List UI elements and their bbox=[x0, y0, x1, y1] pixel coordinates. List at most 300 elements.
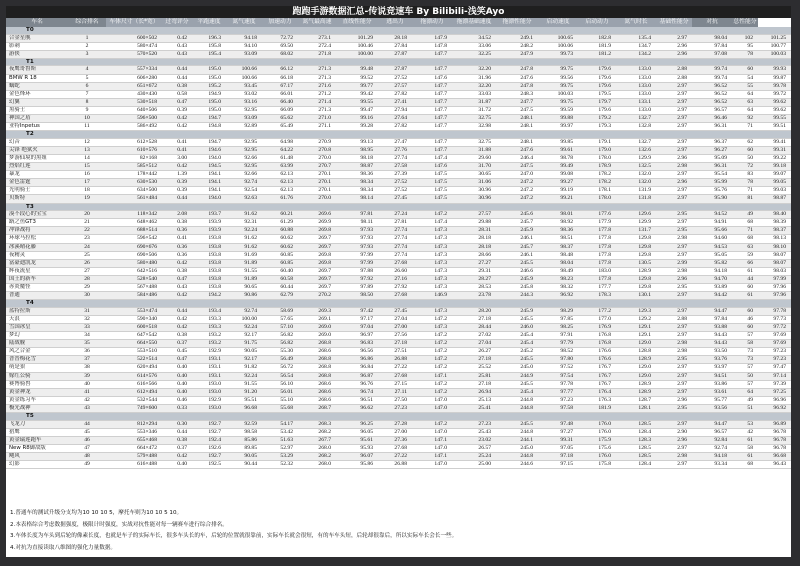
table-cell: 269.3 bbox=[298, 307, 336, 315]
table-cell: 96.78 bbox=[758, 436, 791, 444]
table-cell: 63 bbox=[732, 98, 758, 106]
table-cell: 4 bbox=[68, 66, 106, 74]
table-cell: 92.24 bbox=[226, 372, 262, 380]
table-cell: 27.36 bbox=[378, 436, 412, 444]
table-cell: 181.9 bbox=[578, 404, 616, 412]
car-name-cell: 萌是狠 bbox=[6, 364, 68, 372]
table-cell: 97.05 bbox=[538, 444, 578, 452]
table-cell: 25.13 bbox=[452, 396, 496, 404]
table-cell: 37 bbox=[68, 356, 106, 364]
table-cell: 29.31 bbox=[452, 267, 496, 275]
table-cell: 98.03 bbox=[758, 267, 791, 275]
table-cell: 2.98 bbox=[656, 348, 692, 356]
table-cell: 247.9 bbox=[496, 50, 538, 58]
table-cell: 270.9 bbox=[298, 138, 336, 146]
table-cell: 27.00 bbox=[378, 428, 412, 436]
table-cell: 132.5 bbox=[616, 163, 656, 171]
table-cell: 0.44 bbox=[162, 307, 192, 315]
table-cell: 101.25 bbox=[758, 34, 791, 42]
table-row bbox=[6, 171, 791, 179]
table-row bbox=[6, 356, 791, 364]
table-cell: 247.5 bbox=[496, 163, 538, 171]
table-cell: 27.45 bbox=[378, 195, 412, 203]
table-cell: 0.36 bbox=[162, 243, 192, 251]
table-cell: 99.62 bbox=[758, 98, 791, 106]
table-cell: 131.9 bbox=[616, 187, 656, 195]
car-name-cell: 天浪 bbox=[6, 315, 68, 323]
table-cell: 2.97 bbox=[656, 171, 692, 179]
table-cell: 0.42 bbox=[162, 115, 192, 123]
table-cell: 2.98 bbox=[656, 267, 692, 275]
table-row bbox=[6, 50, 791, 58]
table-cell: 96.37 bbox=[692, 138, 732, 146]
footnote: 4.对抗为直接读取八维图的强化力量数据。 bbox=[10, 544, 117, 551]
table-cell: 0.46 bbox=[162, 396, 192, 404]
table-cell: 2.88 bbox=[656, 66, 692, 74]
table-cell: 246.1 bbox=[496, 251, 538, 259]
table-cell: 193.0 bbox=[192, 380, 226, 388]
table-cell: 97.91 bbox=[538, 332, 578, 340]
table-cell: 99.78 bbox=[758, 82, 791, 90]
table-row bbox=[6, 90, 791, 98]
table-cell: 96.86 bbox=[336, 356, 378, 364]
table-cell: 65.62 bbox=[262, 115, 298, 123]
table-cell: 35 bbox=[68, 340, 106, 348]
car-name-cell: 国王的新车 bbox=[6, 275, 68, 283]
table-cell: 2.97 bbox=[656, 307, 692, 315]
table-cell: 179.0 bbox=[578, 146, 616, 154]
table-cell: 269.9 bbox=[298, 219, 336, 227]
table-cell: 66.12 bbox=[262, 66, 298, 74]
table-cell: 99.42 bbox=[336, 90, 378, 98]
table-cell: 98.37 bbox=[758, 227, 791, 235]
table-cell: 27.84 bbox=[378, 42, 412, 50]
table-cell: 129.8 bbox=[616, 284, 656, 292]
table-cell: 245.4 bbox=[496, 332, 538, 340]
table-cell: 2.96 bbox=[656, 396, 692, 404]
table-row bbox=[6, 461, 791, 469]
table-cell: 72 bbox=[732, 163, 758, 171]
table-cell: 68 bbox=[732, 219, 758, 227]
table-cell: 132.7 bbox=[616, 115, 656, 123]
table-cell: 31 bbox=[68, 307, 106, 315]
table-cell: 95.93 bbox=[336, 444, 378, 452]
table-cell: 27.68 bbox=[378, 444, 412, 452]
table-cell: 530×518 bbox=[106, 98, 162, 106]
table-row bbox=[6, 452, 791, 460]
table-cell: 269.7 bbox=[298, 267, 336, 275]
table-cell: 27.18 bbox=[452, 315, 496, 323]
table-cell: 193.7 bbox=[192, 211, 226, 219]
table-cell: 27.74 bbox=[378, 155, 412, 163]
car-name-cell: 游侠 bbox=[6, 50, 68, 58]
table-cell: 81 bbox=[732, 195, 758, 203]
car-name-cell: 猎鹰 bbox=[6, 428, 68, 436]
table-cell: 97.80 bbox=[538, 356, 578, 364]
table-cell: 27.92 bbox=[378, 284, 412, 292]
table-cell: 93.09 bbox=[226, 115, 262, 123]
table-cell: 177.8 bbox=[578, 275, 616, 283]
table-cell: 27.56 bbox=[378, 332, 412, 340]
table-cell: 100.46 bbox=[336, 42, 378, 50]
table-cell: 247.2 bbox=[496, 179, 538, 187]
table-cell: 2.97 bbox=[656, 90, 692, 98]
table-cell: 25 bbox=[68, 251, 106, 259]
table-row bbox=[6, 436, 791, 444]
table-cell: 49 bbox=[732, 211, 758, 219]
car-name-cell: 飓风 bbox=[6, 452, 68, 460]
table-cell: 97.08 bbox=[692, 50, 732, 58]
table-cell: 570×520 bbox=[106, 50, 162, 58]
table-cell: 27.04 bbox=[452, 340, 496, 348]
table-cell: 97.17 bbox=[336, 315, 378, 323]
table-cell: 246.4 bbox=[496, 155, 538, 163]
table-cell: 2.97 bbox=[656, 332, 692, 340]
table-cell: 7 bbox=[68, 90, 106, 98]
table-cell: 94.10 bbox=[226, 42, 262, 50]
tier-label: T2 bbox=[6, 131, 791, 139]
table-cell: 89.85 bbox=[226, 444, 262, 452]
table-cell: 63.99 bbox=[262, 163, 298, 171]
table-cell: 12 bbox=[68, 138, 106, 146]
table-cell: 28 bbox=[68, 275, 106, 283]
table-cell: 0.38 bbox=[162, 436, 192, 444]
table-row bbox=[6, 106, 791, 114]
table-cell: 96.52 bbox=[692, 90, 732, 98]
table-cell: 193.8 bbox=[192, 267, 226, 275]
table-cell: 129.8 bbox=[616, 243, 656, 251]
table-cell: 630×530 bbox=[106, 179, 162, 187]
table-cell: 55 bbox=[732, 82, 758, 90]
table-cell: 244.6 bbox=[496, 461, 538, 469]
table-cell: 99.61 bbox=[538, 146, 578, 154]
table-cell: 129.9 bbox=[616, 155, 656, 163]
car-name-cell: 暴龙 bbox=[6, 171, 68, 179]
table-cell: 0.39 bbox=[162, 179, 192, 187]
table-cell: 194.7 bbox=[192, 138, 226, 146]
table-cell: 97.42 bbox=[336, 307, 378, 315]
table-cell: 271.8 bbox=[298, 50, 336, 58]
table-cell: 147.3 bbox=[412, 267, 452, 275]
table-cell: 92.31 bbox=[226, 219, 262, 227]
table-cell: 91.55 bbox=[226, 380, 262, 388]
footnote: 3.车体长度为车头到后轮的像素长度，也就是车子的实际车长，很多车头长的车，后轮的位置就很靠前，实际车长就会很短，有的车车头短，后轮却很靠后，所以实际车长会长一些。 bbox=[10, 533, 458, 539]
table-cell: 94.43 bbox=[692, 332, 732, 340]
table-cell: 98.48 bbox=[538, 251, 578, 259]
table-cell: 3.00 bbox=[162, 155, 192, 163]
table-cell: 612×528 bbox=[106, 138, 162, 146]
table-cell: 268.6 bbox=[298, 396, 336, 404]
table-cell: 179.1 bbox=[578, 138, 616, 146]
table-cell: 664×550 bbox=[106, 340, 162, 348]
table-cell: 247.5 bbox=[496, 106, 538, 114]
table-cell: 95.90 bbox=[692, 195, 732, 203]
table-cell: 64 bbox=[732, 388, 758, 396]
table-cell: 99.59 bbox=[538, 106, 578, 114]
column-header: 对抗 bbox=[692, 18, 732, 27]
table-cell: 90.44 bbox=[226, 461, 262, 469]
table-cell: 2.95 bbox=[656, 356, 692, 364]
table-cell: 62.13 bbox=[262, 179, 298, 187]
table-cell: 130.1 bbox=[616, 292, 656, 300]
table-cell: 0.39 bbox=[162, 187, 192, 195]
table-cell: 71 bbox=[732, 123, 758, 131]
table-cell: 196.3 bbox=[192, 34, 226, 42]
table-cell: 99.49 bbox=[538, 163, 578, 171]
table-cell: 33 bbox=[68, 323, 106, 331]
table-cell: 90.65 bbox=[226, 284, 262, 292]
table-cell: 192.7 bbox=[192, 428, 226, 436]
table-cell: 268.0 bbox=[298, 444, 336, 452]
column-header: 综合排名 bbox=[68, 18, 106, 27]
car-name-cell: 梦幻 bbox=[6, 332, 68, 340]
table-row bbox=[6, 74, 791, 82]
table-cell: 147.1 bbox=[412, 436, 452, 444]
table-cell: 99.56 bbox=[538, 74, 578, 82]
table-cell: 31.70 bbox=[452, 163, 496, 171]
table-cell: 98.25 bbox=[538, 323, 578, 331]
table-cell: 96.62 bbox=[336, 404, 378, 412]
table-cell: 2.97 bbox=[656, 187, 692, 195]
table-cell: 147.4 bbox=[412, 219, 452, 227]
table-cell: 94.43 bbox=[692, 340, 732, 348]
table-cell: 27.27 bbox=[452, 259, 496, 267]
table-cell: 2.96 bbox=[656, 42, 692, 50]
table-cell: 129.0 bbox=[616, 372, 656, 380]
table-cell: 96.25 bbox=[336, 420, 378, 428]
tier-row bbox=[6, 58, 791, 66]
table-cell: 96.83 bbox=[336, 340, 378, 348]
table-cell: 132.7 bbox=[616, 138, 656, 146]
table-cell: 98.78 bbox=[538, 155, 578, 163]
table-cell: 96.92 bbox=[758, 404, 791, 412]
car-name-cell: 冰溪晴花藤 bbox=[6, 243, 68, 251]
table-cell: 56.82 bbox=[262, 340, 298, 348]
car-name-cell: 冲锋战将 bbox=[6, 227, 68, 235]
table-cell: 11 bbox=[68, 123, 106, 131]
table-cell: 2.96 bbox=[656, 179, 692, 187]
table-cell: 0.38 bbox=[162, 219, 192, 227]
table-cell: 91.55 bbox=[226, 267, 262, 275]
table-cell: 97.14 bbox=[758, 372, 791, 380]
table-cell: 56.54 bbox=[262, 372, 298, 380]
table-cell: 95.99 bbox=[692, 179, 732, 187]
table-cell: 46 bbox=[732, 315, 758, 323]
table-cell: 269.1 bbox=[298, 315, 336, 323]
table-cell: 100.65 bbox=[538, 34, 578, 42]
table-cell: 14 bbox=[68, 155, 106, 163]
table-cell: 32.20 bbox=[452, 66, 496, 74]
table-row bbox=[6, 323, 791, 331]
table-cell: 99.51 bbox=[758, 123, 791, 131]
table-cell: 195.0 bbox=[192, 74, 226, 82]
table-cell: 600×518 bbox=[106, 323, 162, 331]
table-cell: 245.7 bbox=[496, 243, 538, 251]
table-cell: 176.0 bbox=[578, 428, 616, 436]
table-cell: 92.95 bbox=[226, 106, 262, 114]
table-cell: 98.92 bbox=[538, 219, 578, 227]
car-name-cell: 尖锋 绝狱火 bbox=[6, 146, 68, 154]
table-cell: 98.23 bbox=[538, 275, 578, 283]
table-cell: 620×494 bbox=[106, 364, 162, 372]
table-cell: 66.01 bbox=[262, 90, 298, 98]
table-cell: 22 bbox=[68, 227, 106, 235]
table-cell: 96.31 bbox=[692, 163, 732, 171]
table-cell: 23 bbox=[68, 235, 106, 243]
table-cell: 269.6 bbox=[298, 211, 336, 219]
table-cell: 2.97 bbox=[656, 138, 692, 146]
table-cell: 63 bbox=[732, 243, 758, 251]
table-cell: 2.96 bbox=[656, 155, 692, 163]
table-row bbox=[6, 428, 791, 436]
table-cell: 95.54 bbox=[692, 171, 732, 179]
table-cell: 128.4 bbox=[616, 461, 656, 469]
table-cell: 99.93 bbox=[758, 66, 791, 74]
table-cell: 147.3 bbox=[412, 323, 452, 331]
table-cell: 27.47 bbox=[378, 138, 412, 146]
table-cell: 26.88 bbox=[378, 461, 412, 469]
table-cell: 98.58 bbox=[226, 428, 262, 436]
table-cell: 192.6 bbox=[192, 444, 226, 452]
table-cell: 2.95 bbox=[656, 404, 692, 412]
table-cell: 557×334 bbox=[106, 66, 162, 74]
table-cell: 32.75 bbox=[452, 115, 496, 123]
table-cell: 177.0 bbox=[578, 315, 616, 323]
table-cell: 0.42 bbox=[162, 163, 192, 171]
tier-label: T1 bbox=[6, 58, 791, 66]
table-cell: 272.4 bbox=[298, 42, 336, 50]
table-cell: 193.2 bbox=[192, 332, 226, 340]
table-row bbox=[6, 115, 791, 123]
table-cell: 245.5 bbox=[496, 420, 538, 428]
table-cell: 98.07 bbox=[758, 259, 791, 267]
table-cell: 0.40 bbox=[162, 388, 192, 396]
table-cell: 21 bbox=[68, 219, 106, 227]
table-cell: 57 bbox=[732, 364, 758, 372]
tier-row bbox=[6, 203, 791, 211]
table-cell: 42 bbox=[68, 396, 106, 404]
column-header: 过弯评分 bbox=[162, 18, 192, 27]
table-row bbox=[6, 364, 791, 372]
table-cell: 92.66 bbox=[226, 171, 262, 179]
table-row bbox=[6, 420, 791, 428]
tier-label: T3 bbox=[6, 203, 791, 211]
table-cell: 2.97 bbox=[656, 82, 692, 90]
table-cell: 60.62 bbox=[262, 243, 298, 251]
table-cell: 78 bbox=[732, 179, 758, 187]
table-row bbox=[6, 179, 791, 187]
table-cell: 246.0 bbox=[496, 323, 538, 331]
table-cell: 97.23 bbox=[538, 396, 578, 404]
table-cell: 27.50 bbox=[378, 396, 412, 404]
table-cell: 192.4 bbox=[192, 436, 226, 444]
table-cell: 72.72 bbox=[262, 34, 298, 42]
table-cell: 27.18 bbox=[378, 340, 412, 348]
table-cell: 244.8 bbox=[496, 428, 538, 436]
table-cell: 270.1 bbox=[298, 187, 336, 195]
table-cell: 56.01 bbox=[262, 388, 298, 396]
column-header: 启动动力 bbox=[578, 18, 616, 27]
table-cell: 0.40 bbox=[162, 380, 192, 388]
table-cell: 147.3 bbox=[412, 243, 452, 251]
table-cell: 38 bbox=[68, 364, 106, 372]
table-cell: 32.98 bbox=[452, 123, 496, 131]
car-name-cell: 富豪迪凯龙 bbox=[6, 259, 68, 267]
table-cell: 194.1 bbox=[192, 187, 226, 195]
table-row bbox=[6, 275, 791, 283]
table-cell: 96.74 bbox=[336, 388, 378, 396]
table-cell: 133.0 bbox=[616, 82, 656, 90]
table-cell: 95.77 bbox=[692, 396, 732, 404]
table-cell: 27.87 bbox=[378, 50, 412, 58]
table-cell: 132.0 bbox=[616, 171, 656, 179]
table-row bbox=[6, 396, 791, 404]
table-cell: 33.06 bbox=[452, 42, 496, 50]
table-cell: 28.18 bbox=[378, 34, 412, 42]
table-cell: 97.48 bbox=[538, 420, 578, 428]
table-cell: 147.2 bbox=[412, 332, 452, 340]
table-cell: 129.8 bbox=[616, 251, 656, 259]
table-cell: 128.7 bbox=[616, 396, 656, 404]
tier-row bbox=[6, 300, 791, 308]
table-cell: 269.7 bbox=[298, 243, 336, 251]
table-cell: 43 bbox=[68, 404, 106, 412]
table-body bbox=[6, 27, 791, 469]
table-cell: 27.39 bbox=[378, 171, 412, 179]
table-cell: 244.3 bbox=[496, 292, 538, 300]
table-cell: 27.22 bbox=[378, 364, 412, 372]
table-cell: 133.1 bbox=[616, 98, 656, 106]
table-cell: 193.8 bbox=[192, 259, 226, 267]
table-cell: 2.97 bbox=[656, 146, 692, 154]
table-cell: 60.21 bbox=[262, 211, 298, 219]
table-cell: 94.18 bbox=[692, 452, 732, 460]
table-cell: 97.92 bbox=[336, 275, 378, 283]
table-cell: 102 bbox=[732, 34, 758, 42]
table-cell: 2.97 bbox=[656, 243, 692, 251]
table-cell: 97.96 bbox=[758, 292, 791, 300]
table-cell: 98.95 bbox=[336, 146, 378, 154]
table-cell: 26.88 bbox=[378, 356, 412, 364]
table-row bbox=[6, 284, 791, 292]
table-cell: 97.99 bbox=[336, 259, 378, 267]
table-cell: 97.88 bbox=[336, 267, 378, 275]
car-name-cell: 赤炎魔怪 bbox=[6, 284, 68, 292]
table-cell: 269.0 bbox=[298, 323, 336, 331]
table-cell: 96.46 bbox=[692, 115, 732, 123]
table-cell: 690×676 bbox=[106, 243, 162, 251]
table-cell: 60.58 bbox=[262, 275, 298, 283]
table-cell: 268.8 bbox=[298, 364, 336, 372]
table-cell: 93.02 bbox=[226, 90, 262, 98]
table-cell: 28.20 bbox=[452, 307, 496, 315]
table-cell: 27.15 bbox=[378, 380, 412, 388]
table-cell: 67.17 bbox=[262, 82, 298, 90]
table-cell: 0.47 bbox=[162, 98, 192, 106]
table-cell: 16 bbox=[68, 171, 106, 179]
table-cell: 147.2 bbox=[412, 356, 452, 364]
table-cell: 147.2 bbox=[412, 364, 452, 372]
table-cell: 147.0 bbox=[412, 396, 452, 404]
table-cell: 51 bbox=[732, 404, 758, 412]
table-cell: 27.94 bbox=[378, 106, 412, 114]
table-cell: 100.03 bbox=[538, 90, 578, 98]
table-cell: 178.9 bbox=[578, 163, 616, 171]
table-cell: 45 bbox=[68, 428, 106, 436]
table-cell: 29.88 bbox=[452, 219, 496, 227]
table-cell: 90.05 bbox=[226, 348, 262, 356]
table-cell: 2.98 bbox=[656, 163, 692, 171]
